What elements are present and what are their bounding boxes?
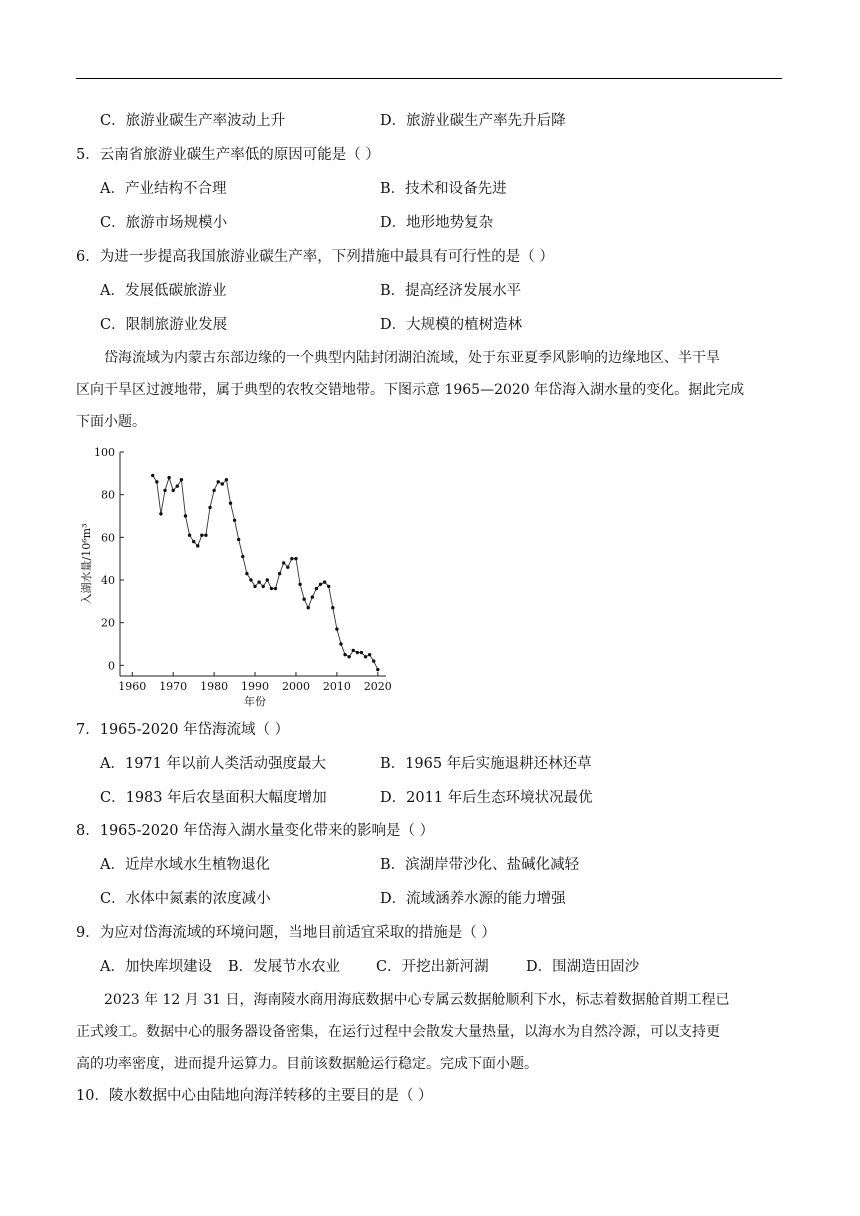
data-point	[159, 512, 162, 515]
data-point	[315, 587, 318, 590]
data-point	[217, 480, 220, 483]
data-point	[290, 557, 293, 560]
q8-option-a[interactable]: A．近岸水域水生植物退化	[100, 857, 270, 873]
q7-option-a[interactable]: A．1971 年以前人类活动强度最大	[100, 756, 326, 772]
q4-option-c[interactable]: C．旅游业碳生产率波动上升	[100, 113, 286, 129]
x-tick-label: 2010	[322, 680, 351, 693]
x-axis-label: 年份	[244, 695, 267, 708]
data-point	[200, 534, 203, 537]
data-point	[311, 595, 314, 598]
q8-option-c[interactable]: C．水体中氮素的浓度减小	[100, 891, 271, 907]
q6-stem: 6．为进一步提高我国旅游业碳生产率，下列措施中最具有可行性的是（ ）	[76, 249, 554, 265]
data-point	[347, 655, 350, 658]
data-point	[155, 480, 158, 483]
data-point	[225, 478, 228, 481]
q6-option-b[interactable]: B．提高经济发展水平	[380, 283, 522, 299]
data-point	[294, 557, 297, 560]
data-point	[266, 578, 269, 581]
data-point	[356, 651, 359, 654]
data-point	[151, 474, 154, 477]
q8-option-b[interactable]: B．滨湖岸带沙化、盐碱化减轻	[380, 857, 580, 873]
data-point	[343, 653, 346, 656]
q7-option-c[interactable]: C．1983 年后农垦面积大幅度增加	[100, 790, 327, 806]
data-point	[302, 598, 305, 601]
data-point	[262, 585, 265, 588]
data-point	[257, 580, 260, 583]
y-tick-label: 40	[101, 574, 115, 587]
q9-option-b[interactable]: B．发展节水农业	[228, 959, 341, 975]
data-point	[319, 583, 322, 586]
q10-stem: 10．陵水数据中心由陆地向海洋转移的主要目的是（ ）	[76, 1088, 433, 1104]
y-tick-label: 60	[101, 531, 115, 545]
data-point	[208, 506, 211, 509]
q5-option-a[interactable]: A．产业结构不合理	[100, 181, 227, 197]
q7-option-b[interactable]: B．1965 年后实施退耕还林还草	[380, 756, 592, 772]
data-point	[212, 489, 215, 492]
data-point	[368, 653, 371, 656]
data-point	[167, 476, 170, 479]
data-point	[364, 655, 367, 658]
q6-option-a[interactable]: A．发展低碳旅游业	[100, 283, 227, 299]
q5-option-c[interactable]: C．旅游市场规模小	[100, 215, 228, 231]
data-point	[221, 482, 224, 485]
data-point	[335, 627, 338, 630]
data-point	[249, 578, 252, 581]
data-point	[352, 649, 355, 652]
data-point	[245, 572, 248, 575]
data-point	[163, 489, 166, 492]
data-point	[237, 538, 240, 541]
passage-lingshui-line-3: 高的功率密度，进而提升运算力。目前该数据舱运行稳定。完成下面小题。	[76, 1056, 538, 1072]
data-point	[376, 668, 379, 671]
header-rule	[76, 78, 782, 79]
data-point	[282, 561, 285, 564]
q7-option-d[interactable]: D．2011 年后生态环境状况最优	[380, 790, 593, 806]
x-tick-label: 2020	[363, 680, 392, 693]
data-point	[274, 587, 277, 590]
y-tick-label: 20	[101, 616, 115, 630]
data-point	[372, 659, 375, 662]
q4-option-d[interactable]: D．旅游业碳生产率先升后降	[380, 113, 566, 129]
data-point	[172, 489, 175, 492]
q7-stem: 7．1965-2020 年岱海流域（ ）	[76, 722, 290, 738]
data-point	[360, 651, 363, 654]
q6-option-d[interactable]: D．大规模的植树造林	[380, 317, 523, 333]
passage-daihai-line-3: 下面小题。	[76, 414, 146, 430]
q8-stem: 8．1965-2020 年岱海入湖水量变化带来的影响是（ ）	[76, 823, 435, 839]
x-tick-label: 1980	[200, 680, 229, 693]
q8-option-d[interactable]: D．流域涵养水源的能力增强	[380, 891, 566, 907]
data-point	[192, 540, 195, 543]
q6-option-c[interactable]: C．限制旅游业发展	[100, 317, 228, 333]
data-point	[327, 585, 330, 588]
passage-lingshui	[76, 984, 782, 1080]
data-point	[278, 572, 281, 575]
x-tick-label: 1960	[118, 680, 147, 693]
data-point	[253, 585, 256, 588]
data-point	[233, 519, 236, 522]
data-point	[229, 502, 232, 505]
data-point	[188, 534, 191, 537]
y-axis-label: 入湖水量/10⁶m³	[80, 523, 93, 605]
x-tick-label: 2000	[281, 680, 310, 693]
data-point	[323, 580, 326, 583]
x-tick-label: 1970	[159, 680, 188, 693]
q5-option-b[interactable]: B．技术和设备先进	[380, 181, 507, 197]
data-point	[331, 606, 334, 609]
y-tick-label: 80	[101, 488, 115, 502]
data-point	[339, 642, 342, 645]
q9-option-a[interactable]: A．加快库坝建设	[100, 959, 212, 975]
data-point	[298, 583, 301, 586]
y-tick-label: 0	[108, 659, 115, 673]
passage-lingshui-line-1: 2023 年 12 月 31 日，海南陵水商用海底数据中心专属云数据舱顺利下水，标志着数据舱首期工程已	[104, 992, 730, 1008]
passage-daihai-line-2: 区向干旱区过渡地带，属于典型的农牧交错地带。下图示意 1965—2020 年岱海入湖水量的变化。据此完成	[76, 382, 745, 398]
passage-daihai-line-1: 岱海流域为内蒙古东部边缘的一个典型内陆封闭湖泊流域，处于东亚夏季风影响的边缘地区、半干旱	[104, 350, 720, 366]
data-point	[176, 484, 179, 487]
data-point	[180, 478, 183, 481]
data-point	[241, 555, 244, 558]
q9-option-d[interactable]: D．围湖造田固沙	[526, 959, 640, 975]
passage-daihai	[76, 342, 782, 438]
data-point	[307, 606, 310, 609]
q5-stem: 5．云南省旅游业碳生产率低的原因可能是（ ）	[76, 147, 380, 163]
q9-option-c[interactable]: C．开挖出新河湖	[376, 959, 489, 975]
passage-lingshui-line-2: 正式竣工。数据中心的服务器设备密集，在运行过程中会散发大量热量，以海水为自然冷源，可以支持更	[76, 1024, 720, 1040]
data-point	[184, 514, 187, 517]
data-point	[196, 544, 199, 547]
q5-option-d[interactable]: D．地形地势复杂	[380, 215, 494, 231]
x-tick-label: 1990	[241, 680, 270, 693]
y-tick-label: 100	[94, 446, 115, 459]
series-line	[153, 476, 378, 670]
data-point	[270, 587, 273, 590]
q9-stem: 9．为应对岱海流域的环境问题，当地目前适宜采取的措施是（ ）	[76, 925, 496, 941]
inflow-chart	[76, 440, 396, 715]
data-point	[204, 534, 207, 537]
data-point	[286, 566, 289, 569]
